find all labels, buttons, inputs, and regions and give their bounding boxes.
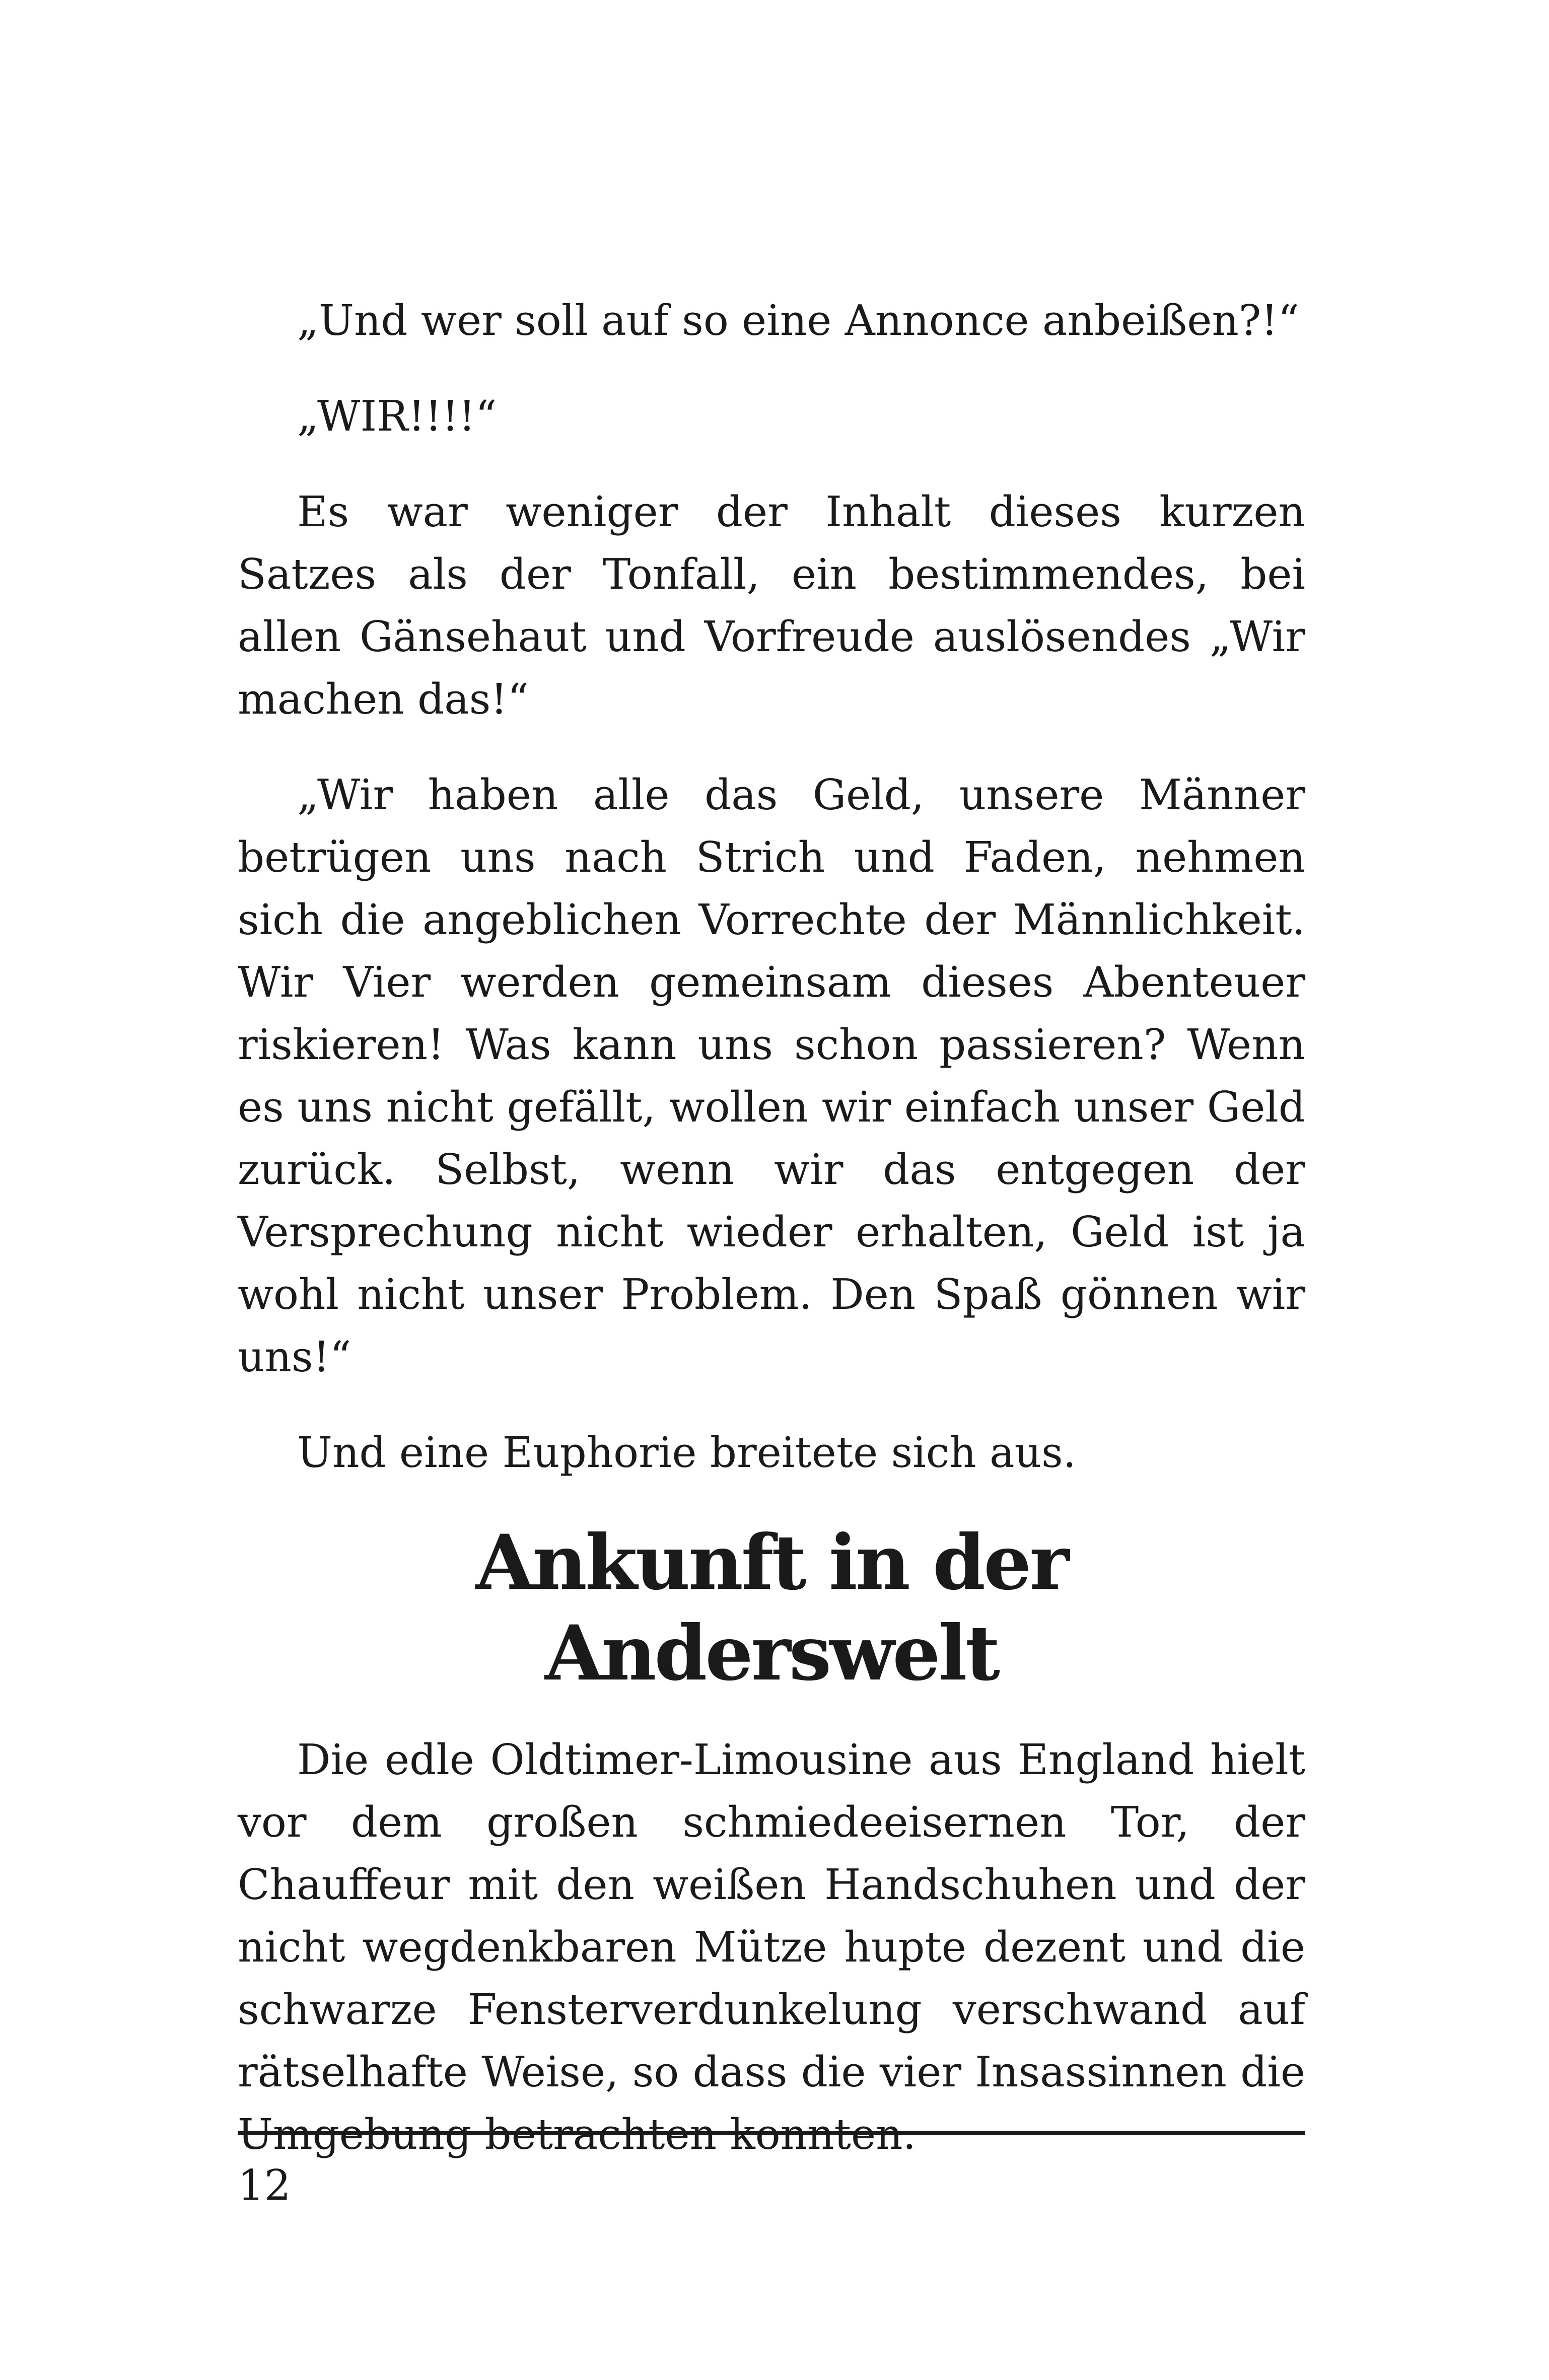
page-number: 12 — [238, 2161, 291, 2210]
footer-divider — [238, 2131, 1305, 2135]
paragraph-question: „Und wer soll auf so eine Annonce anbeißen?!“ — [297, 296, 1300, 345]
paragraph-euphoria: Und eine Euphorie breitete sich aus. — [297, 1428, 1077, 1477]
paragraph-limousine: Die edle Oldtimer-Limousine aus England hielt vor dem großen schmiedeeisernen Tor, der Chauffeur mit den weißen Handschuhen und der nicht wegdenkbaren Mütze hupte dezent und die schwarze Fensterverdunkelung verschwand auf rätselhafte Weise, so dass die vier Insassinnen die Umgebung betrachten konnten. — [238, 1735, 1305, 2159]
paragraph-exclamation: „WIR!!!!“ — [297, 392, 497, 441]
paragraph-tone: Es war weniger der Inhalt dieses kurzen Satzes als der Tonfall, ein bestimmendes, bei allen Gänsehaut und Vorfreude auslösendes „Wir machen das!“ — [238, 487, 1305, 724]
chapter-title: Ankunft in der Anderswelt — [475, 1518, 1068, 1698]
page-body — [238, 290, 1305, 2199]
paragraph-speech: „Wir haben alle das Geld, unsere Männer betrügen uns nach Strich und Faden, nehmen sich die angeblichen Vorrechte der Männlichkeit. Wir Vier werden gemeinsam dieses Abenteuer riskieren! Was kann uns schon passieren? Wenn es uns nicht gefällt, wollen wir einfach unser Geld zurück. Selbst, wenn wir das entgegen der Versprechung nicht wieder erhalten, Geld ist ja wohl nicht unser Problem. Den Spaß gönnen wir uns!“ — [238, 771, 1305, 1381]
